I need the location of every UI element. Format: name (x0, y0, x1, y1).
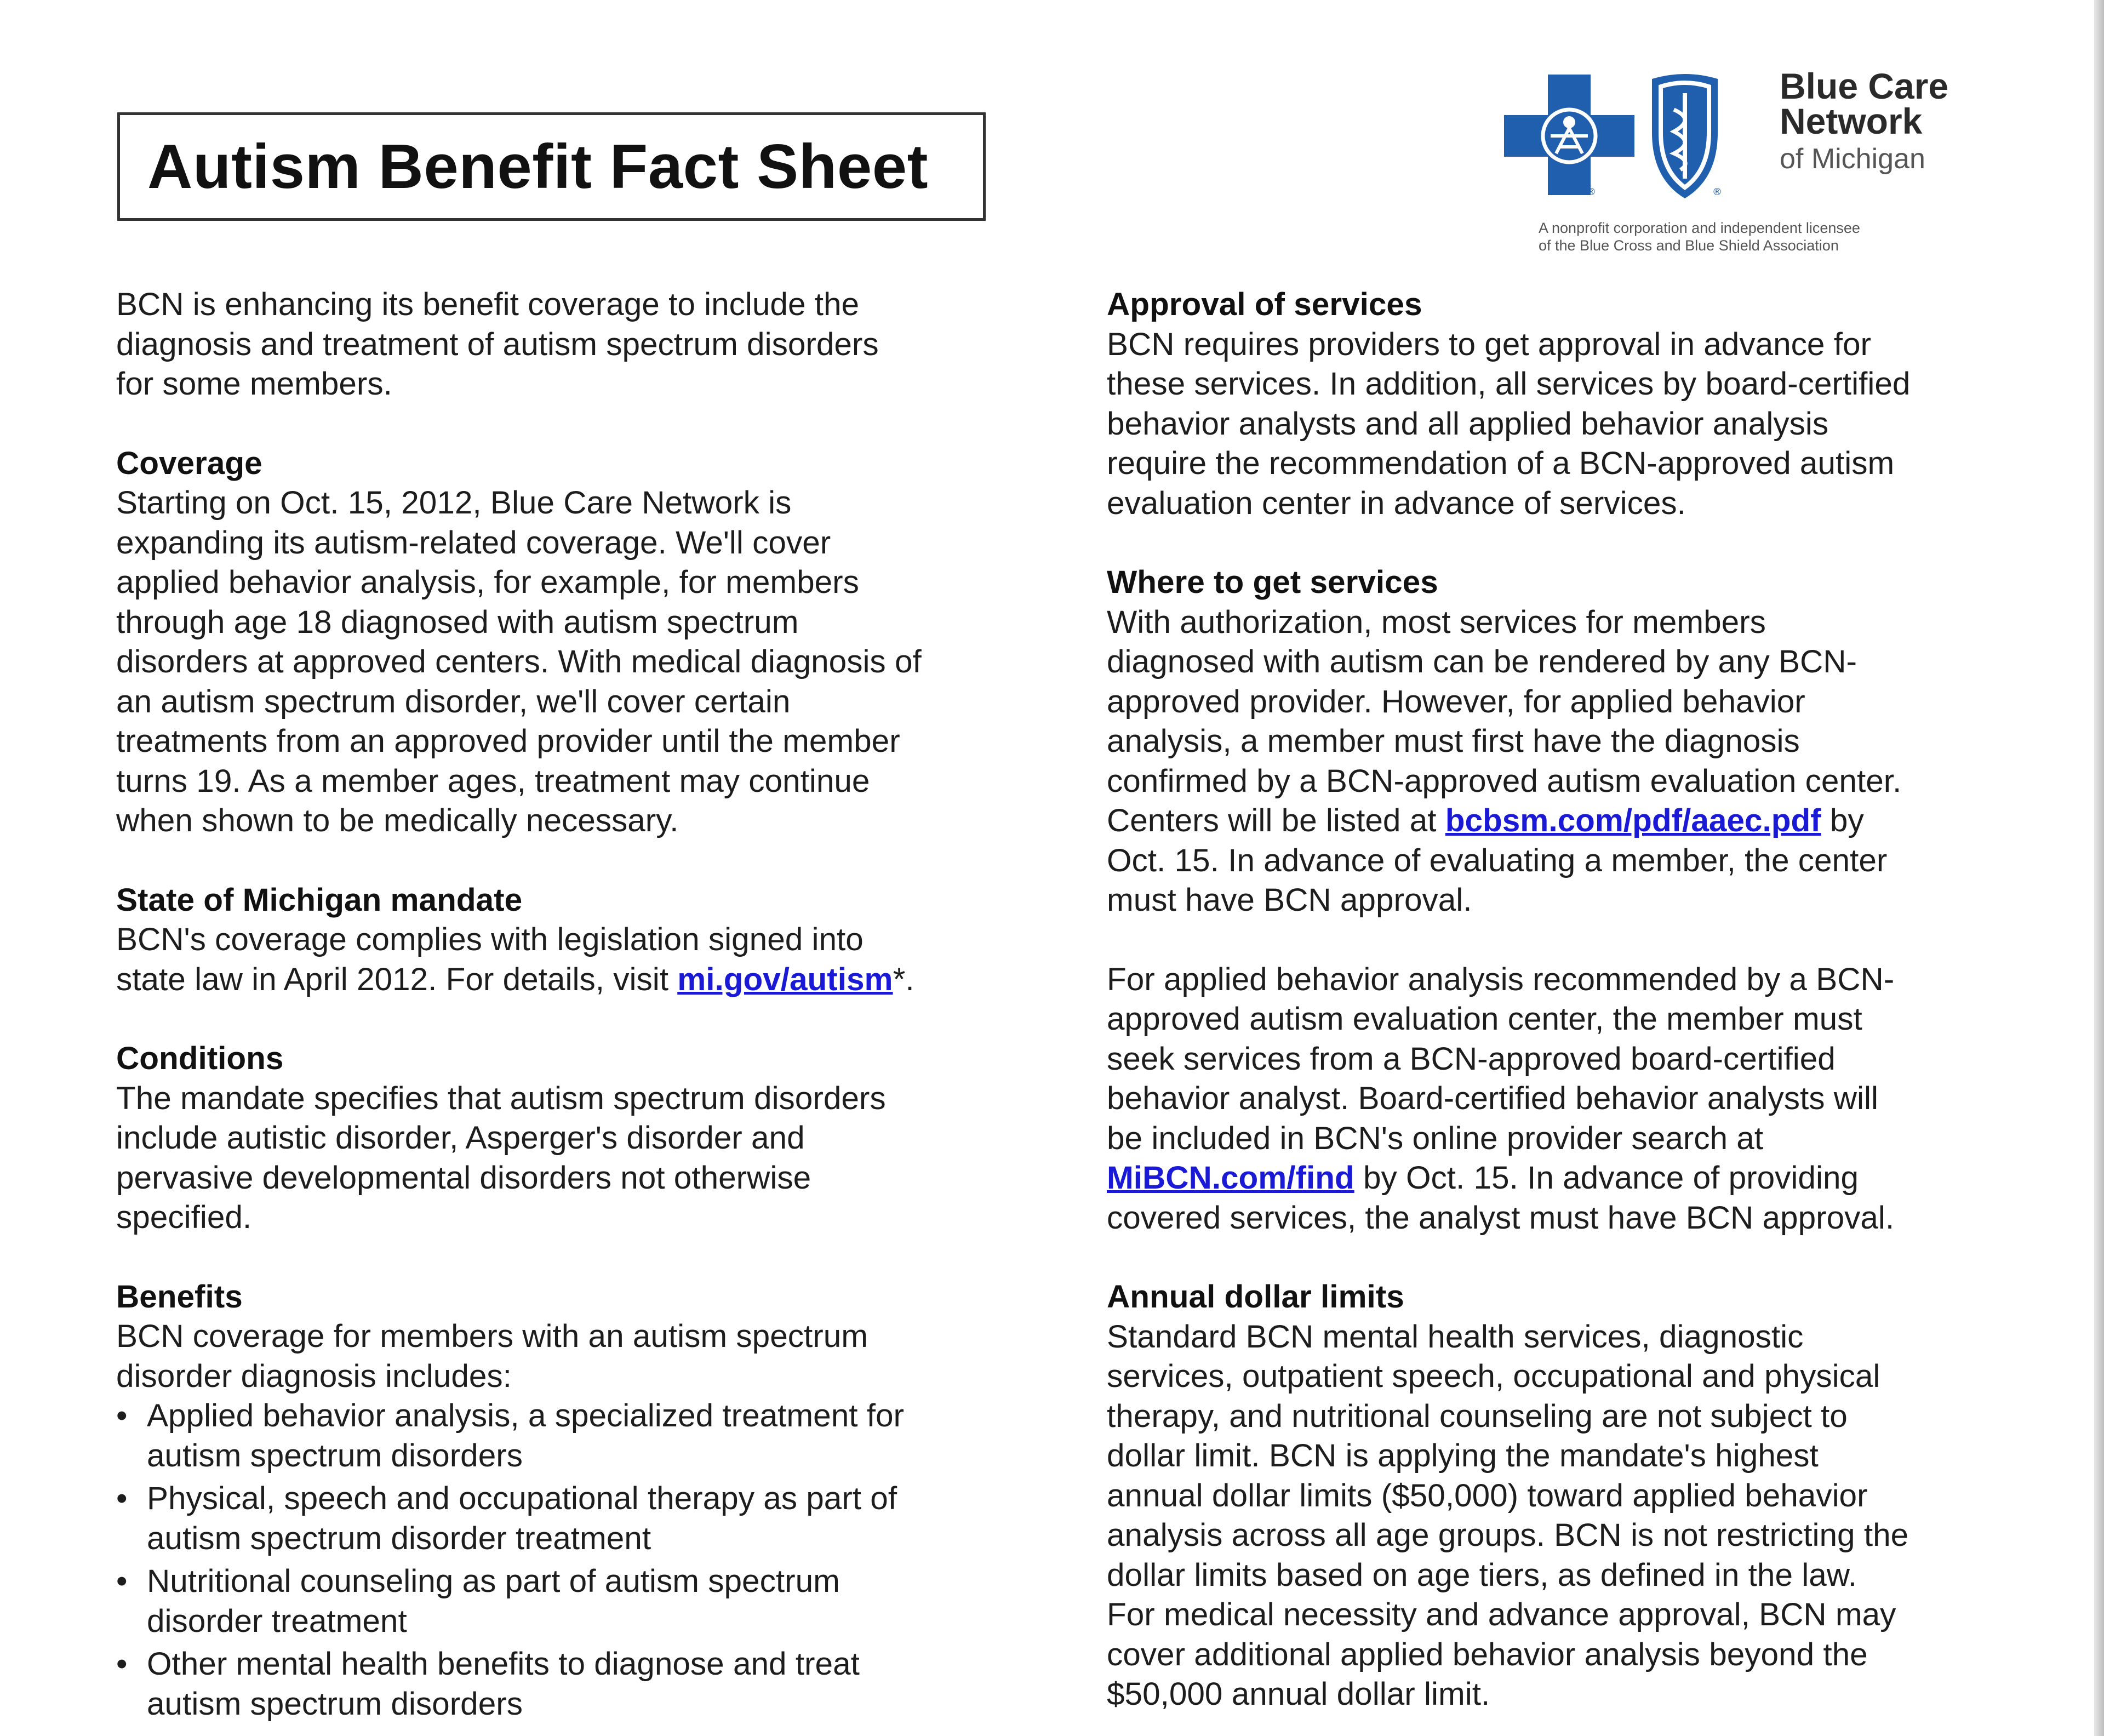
left-column (116, 285, 1015, 1736)
list-item: • Nutritional counseling as part of autism spectrum disorder treatment (116, 1562, 1015, 1641)
mandate-section: State of Michigan mandate BCN's coverage complies with legislation signed into state law in April 2012. For details, visit mi.gov/autism*. (116, 881, 1015, 1000)
bullet-icon: • (116, 1563, 128, 1599)
approval-section: Approval of services BCN requires providers to get approval in advance for these services. In addition, all services by board-certified behavior analysts and all applied behavior analysis require the recommendation of a BCN-approved autism evaluation center in advance of services. (1107, 285, 1994, 523)
mibcn-find-link[interactable]: MiBCN.com/find (1107, 1160, 1354, 1196)
blue-cross-icon (1504, 75, 1634, 198)
mandate-heading: State of Michigan mandate (116, 882, 523, 918)
limits-heading: Annual dollar limits (1107, 1279, 1404, 1315)
org-subtitle: of Michigan (1780, 143, 1925, 175)
where-heading: Where to get services (1107, 564, 1438, 600)
org-name: Blue Care Network (1780, 66, 1949, 141)
bullet-icon: • (116, 1398, 128, 1434)
limits-section: Annual dollar limits Standard BCN mental health services, diagnostic services, outpatient speech, occupational and physical therapy, and nutritional counseling are not subject to dollar limit. BCN is applying the mandate's highest annual dollar limits ($50,000) toward applied behavior analysis across all age groups. BCN is not restricting the dollar limits based on age tiers, as defined in the law. For medical necessity and advance approval, BCN may cover additional applied behavior analysis beyond the $50,000 annual dollar limit. (1107, 1277, 1994, 1715)
benefits-section: Benefits BCN coverage for members with an autism spectrum disorder diagnosis includes: • Applied behavior analysis, a specialized treatment for autism spectrum disorders • Physical, speech and occupational therapy as part of autism spectrum disorder treatment • Nutritional counseling as part of autism spectrum disorder treatment • Other mental health benefits to diagnose and treat autism spectrum disorders (116, 1277, 1015, 1724)
where-section: Where to get services With authorization, most services for members diagnosed with autism can be rendered by any BCN- approved provider. However, for applied behavior analysis, a member must first have the diagnosis confirmed by a BCN-approved autism evaluation center. Centers will be listed at bcbsm.com/pdf/aaec.pdf by Oct. 15. In advance of evaluating a member, the center must have BCN approval. (1107, 563, 1994, 921)
right-column (1107, 285, 1994, 1736)
org-tagline: A nonprofit corporation and independent licensee of the Blue Cross and Blue Shield Association (1539, 220, 1860, 254)
blue-cross-blue-shield-icon (1504, 71, 1756, 200)
intro-paragraph: BCN is enhancing its benefit coverage to include the diagnosis and treatment of autism spectrum disorders for some members. (116, 287, 879, 402)
svg-text:®: ® (1586, 186, 1596, 198)
list-item: • Applied behavior analysis, a specialized treatment for autism spectrum disorders (116, 1396, 1015, 1476)
aba-section: For applied behavior analysis recommended by a BCN- approved autism evaluation center, the member must seek services from a BCN-approved board-certified behavior analyst. Board-certified behavior analysts will be included in BCN's online provider search at MiBCN.com/find by Oct. 15. In advance of providing covered services, the analyst must have BCN approval. (1107, 961, 1895, 1236)
bullet-icon: • (116, 1481, 128, 1516)
coverage-heading: Coverage (116, 445, 262, 481)
svg-text:®: ® (1712, 186, 1722, 198)
title-box (117, 112, 986, 221)
list-item: • Physical, speech and occupational therapy as part of autism spectrum disorder treatment (116, 1479, 1015, 1558)
benefits-heading: Benefits (116, 1278, 243, 1315)
bullet-icon: • (116, 1646, 128, 1682)
coverage-section: Coverage Starting on Oct. 15, 2012, Blue Care Network is expanding its autism-related coverage. We'll cover applied behavior analysis, for example, for members through age 18 diagnosed with autism spectrum disorders at approved centers. With medical diagnosis of an autism spectrum disorder, we'll cover certain treatments from an approved provider until the member turns 19. As a member ages, treatment may continue when shown to be medically necessary. (116, 444, 1015, 841)
approval-heading: Approval of services (1107, 287, 1422, 322)
benefits-list (116, 1396, 1015, 1724)
page-title: Autism Benefit Fact Sheet (147, 132, 929, 202)
list-item: • Other mental health benefits to diagnose and treat autism spectrum disorders (116, 1644, 1015, 1724)
blue-shield-icon (1652, 74, 1722, 198)
conditions-heading: Conditions (116, 1041, 284, 1076)
bcn-logo (1504, 68, 1970, 260)
page-edge-shadow (2094, 0, 2104, 1736)
mi-gov-autism-link[interactable]: mi.gov/autism (677, 961, 893, 997)
aaec-pdf-link[interactable]: bcbsm.com/pdf/aaec.pdf (1445, 803, 1821, 838)
conditions-section: Conditions The mandate specifies that autism spectrum disorders include autistic disorder, Asperger's disorder and pervasive developmental disorders not otherwise specified. (116, 1039, 1015, 1238)
